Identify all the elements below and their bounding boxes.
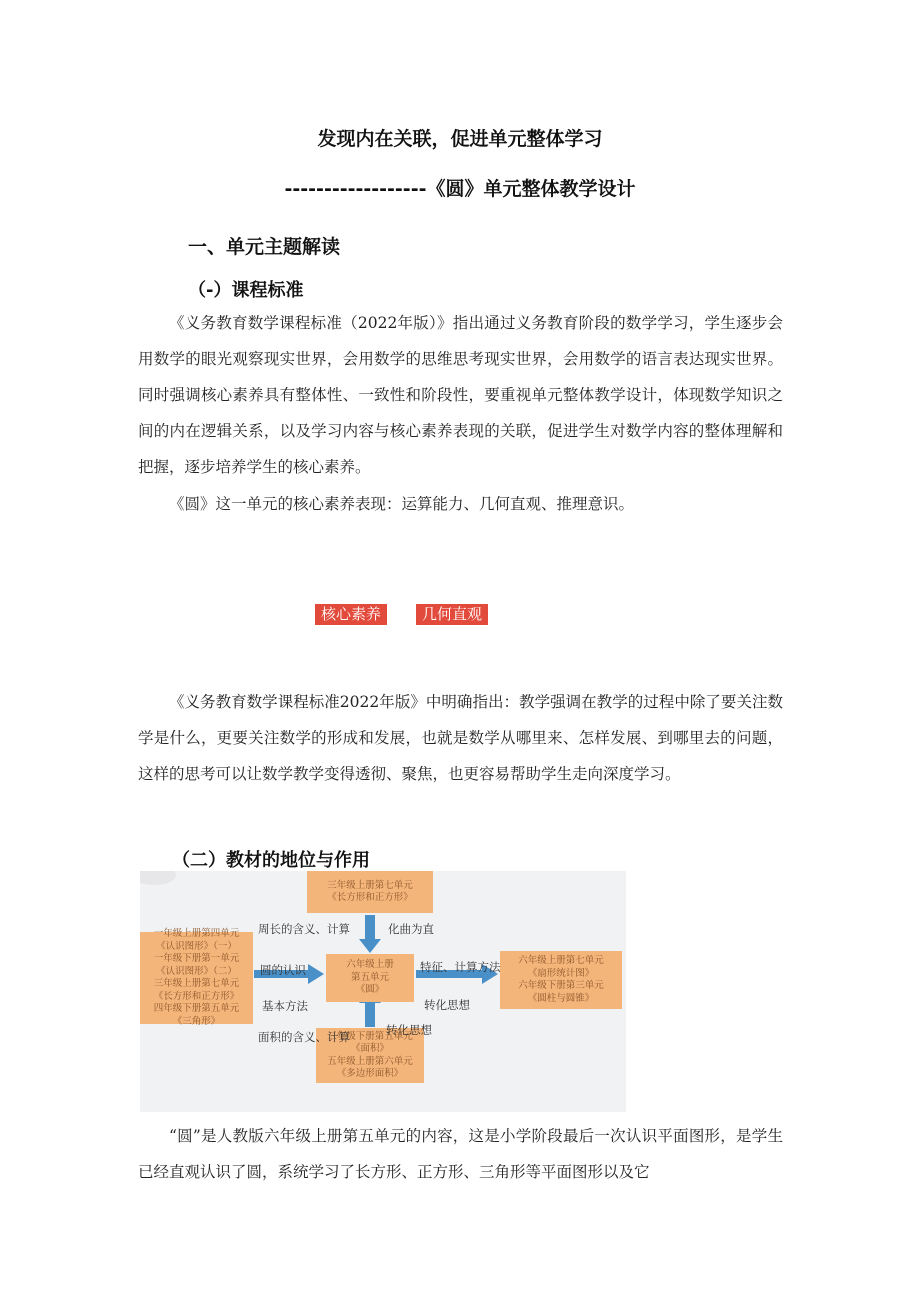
box-prior-knowledge: 一年级上册第四单元 《认识图形》（一） 一年级下册第一单元 《认识图形》（二） 三年级上册第七单元 《长方形和正方形》 四年级下册第五单元 《三角形》 bbox=[140, 932, 253, 1024]
arrow-down-top bbox=[359, 915, 381, 953]
subsection-heading-curriculum: （-）课程标准 bbox=[188, 280, 304, 301]
box-area-units: 三年级下册第五单元 《面积》 五年级上册第六单元 《多边形面积》 bbox=[316, 1028, 424, 1083]
label-straighten-curve: 化曲为直 bbox=[388, 922, 434, 936]
paragraph-standard-requirement: 《义务教育数学课程标准2022年版》中明确指出：教学强调在教学的过程中除了要关注数学是什么，更要关注数学的形成和发展，也就是数学从哪里来、怎样发展、到哪里去的问题，这样的思考可以让数学教学变得透彻、聚焦，也更容易帮助学生走向深度学习。 bbox=[138, 693, 783, 783]
paragraph-core-literacy: 《圆》这一单元的核心素养表现：运算能力、几何直观、推理意识。 bbox=[169, 495, 635, 513]
tag-core-literacy: 核心素养 bbox=[315, 604, 387, 625]
knowledge-structure-diagram bbox=[140, 871, 626, 1112]
document-title: 发现内在关联，促进单元整体学习 bbox=[317, 128, 603, 150]
label-area: 面积的含义、计算 bbox=[258, 1030, 350, 1044]
box-circle-unit: 六年级上册 第五单元 《圆》 bbox=[326, 954, 414, 1002]
label-basic-method: 基本方法 bbox=[262, 999, 308, 1013]
label-perimeter: 周长的含义、计算 bbox=[258, 922, 350, 936]
box-grade3-upper-unit7: 三年级上册第七单元 《长方形和正方形》 bbox=[307, 871, 433, 913]
paragraph-curriculum-standard: 《义务教育数学课程标准（2022年版）》指出通过义务教育阶段的数学学习，学生逐步会用数学的眼光观察现实世界，会用数学的思维思考现实世界，会用数学的语言表达现实世界。同时强调核心素养具有整体性、一致性和阶段性，要重视单元整体教学设计，体现数学知识之间的内在逻辑关系，以及学习内容与核心素养表现的关联，促进学生对数学内容的整体理解和把握，逐步培养学生的核心素养。 bbox=[138, 314, 783, 476]
paragraph-unit-position: “圆”是人教版六年级上册第五单元的内容，这是小学阶段最后一次认识平面图形，是学生已经直观认识了圆，系统学习了长方形、正方形、三角形等平面图形以及它 bbox=[138, 1127, 783, 1181]
label-circle-recognition: 圆的认识 bbox=[260, 963, 306, 977]
section-heading-1: 一、单元主题解读 bbox=[188, 236, 341, 258]
label-transformation-right: 转化思想 bbox=[424, 998, 470, 1012]
box-follow-up-units: 六年级上册第七单元 《扇形统计图》 六年级下册第三单元 《圆柱与圆锥》 bbox=[500, 951, 622, 1009]
tag-geometric-intuition: 几何直观 bbox=[416, 604, 488, 625]
document-subtitle: ------------------《圆》单元整体教学设计 bbox=[284, 178, 636, 200]
label-features-calculation: 特征、计算方法 bbox=[420, 960, 501, 974]
label-transformation-bottom: 转化思想 bbox=[386, 1023, 432, 1037]
subsection-heading-textbook-role: （二）教材的地位与作用 bbox=[172, 850, 370, 871]
